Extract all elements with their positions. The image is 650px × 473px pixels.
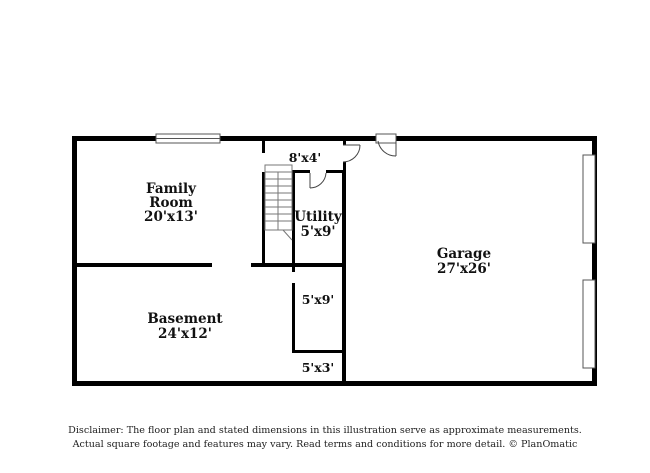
door-garage-top bbox=[376, 134, 396, 156]
basement-label: Basement bbox=[147, 311, 223, 327]
door-closet-top bbox=[343, 145, 360, 162]
interior-walls bbox=[72, 141, 346, 386]
garage-label: Garage bbox=[436, 246, 492, 262]
exterior-walls bbox=[72, 136, 597, 386]
stair-top-landing bbox=[265, 165, 292, 172]
closet-top-dims: 8'x4' bbox=[288, 150, 322, 165]
utility-dims: 5'x9' bbox=[300, 224, 336, 240]
window-garage-lower bbox=[583, 280, 595, 368]
disclaimer bbox=[0, 424, 650, 452]
closet-bottom-dims: 5'x3' bbox=[301, 360, 335, 375]
closet-mid-dims: 5'x9' bbox=[301, 292, 335, 307]
family-room-label-line2: Room bbox=[149, 195, 193, 211]
family-room-dims: 20'x13' bbox=[144, 209, 198, 225]
window-top bbox=[156, 134, 220, 143]
garage-dims: 27'x26' bbox=[437, 261, 491, 277]
staircase bbox=[265, 172, 292, 240]
utility-label: Utility bbox=[294, 209, 342, 225]
disclaimer-line1: Disclaimer: The floor plan and stated dimensions in this illustration serve as approximate measurements. bbox=[68, 425, 582, 436]
disclaimer-line2: Actual square footage and features may vary. Read terms and conditions for more detail. © PlanOmatic bbox=[72, 439, 578, 450]
door-utility bbox=[310, 173, 326, 188]
family-room-label-line1: Family bbox=[146, 181, 196, 197]
window-garage-upper bbox=[583, 155, 595, 243]
basement-dims: 24'x12' bbox=[158, 326, 212, 342]
